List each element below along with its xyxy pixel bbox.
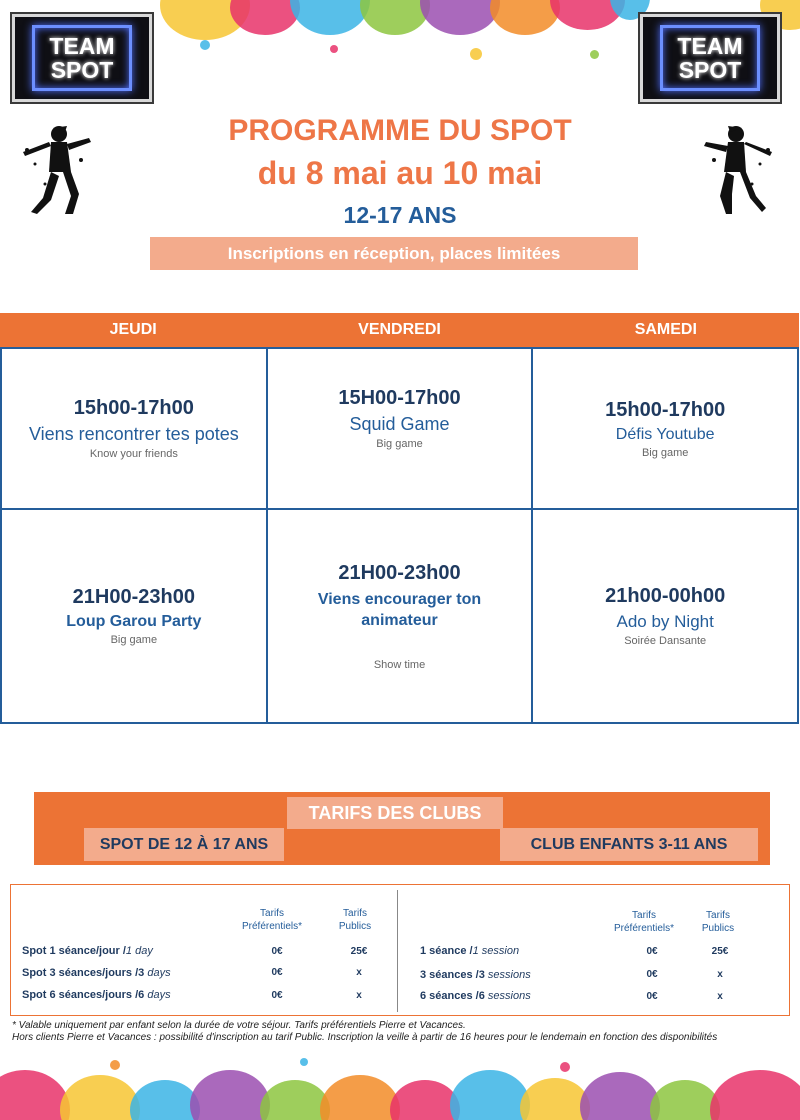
tarif-pref-value: 0€ — [271, 946, 283, 957]
logo-text-team: TEAM — [49, 33, 115, 59]
col-header-public-spot: Tarifs Publics — [338, 908, 372, 932]
evening-row — [2, 508, 797, 722]
tarif-public-value: 25€ — [711, 946, 729, 957]
age-range: 12-17 ANS — [343, 202, 457, 228]
tarif-pref-value: 0€ — [646, 991, 658, 1002]
team-spot-logo-right — [640, 14, 780, 102]
tarif-label: Spot 1 séance/jour / — [22, 945, 126, 957]
activity-time: 15h00-17h00 — [605, 398, 726, 421]
footnote — [12, 1020, 797, 1044]
logo-text-spot: SPOT — [50, 57, 114, 83]
club-tarif-row — [420, 969, 531, 981]
activity-subtitle: Big game — [110, 634, 158, 646]
team-spot-logo-left — [12, 14, 152, 102]
club-tarif-row — [420, 990, 531, 1002]
spot-tarif-tab: SPOT DE 12 À 17 ANS — [84, 828, 284, 861]
activity-subtitle: Big game — [376, 438, 423, 450]
tarif-public-value: x — [356, 990, 362, 1001]
activity-name: Squid Game — [349, 414, 450, 434]
tarif-label: Spot 6 séances/jours /6 — [22, 989, 148, 1001]
club-tarif-row — [420, 945, 519, 957]
tarif-label-italic: 1 day — [125, 945, 153, 957]
schedule-table — [0, 313, 799, 724]
tarif-pref-value: 0€ — [646, 969, 658, 980]
logo-text-team: TEAM — [677, 33, 743, 59]
activity-subtitle: Soirée Dansante — [624, 635, 707, 647]
club-enfants-tarif-tab: CLUB ENFANTS 3-11 ANS — [500, 828, 758, 861]
tarif-public-value: x — [717, 991, 723, 1002]
tarif-label: 1 séance / — [420, 945, 473, 957]
activity-time: 21h00-00h00 — [605, 585, 726, 607]
footnote-line-2: Hors clients Pierre et Vacances : possibilité d'inscription au tarif Public. Inscription la veille à partir de 16 heures pour le lendemain en fonction des disponibilités — [12, 1032, 718, 1043]
page-title: PROGRAMME DU SPOT — [228, 114, 572, 147]
tarif-label-italic: sessions — [487, 969, 531, 981]
schedule-cell — [533, 508, 797, 722]
registration-banner: Inscriptions en réception, places limitées — [150, 237, 638, 270]
schedule-cell — [2, 508, 268, 722]
activity-time: 21H00-23h00 — [72, 586, 195, 608]
logo-text-spot: SPOT — [678, 57, 742, 83]
footnote-line-1: * Valable uniquement par enfant selon la durée de votre séjour. Tarifs préférentiels Pierre et Vacances. — [12, 1020, 466, 1031]
day-header-thursday: JEUDI — [109, 321, 157, 338]
tarif-pref-value: 0€ — [646, 946, 658, 957]
tarif-label: 6 séances /6 — [420, 990, 488, 1002]
tarif-label-italic: days — [147, 967, 171, 979]
spot-tarif-row — [22, 967, 171, 979]
activity-name: Viens rencontrer tes potes — [28, 424, 239, 444]
activity-subtitle: Show time — [373, 658, 426, 671]
col-header-pref-club: Tarifs Préférentiels* — [613, 910, 675, 934]
activity-name: Loup Garou Party — [66, 613, 202, 630]
tarif-label: Spot 3 séances/jours /3 — [22, 967, 148, 979]
schedule-header-row — [0, 313, 799, 347]
col-header-public-club: Tarifs Publics — [701, 910, 735, 934]
schedule-cell — [2, 347, 268, 508]
activity-time: 15H00-17h00 — [338, 387, 461, 409]
activity-name: Viens encourager ton animateur — [317, 590, 482, 629]
tarif-pref-value: 0€ — [271, 990, 283, 1001]
col-header-pref-spot: Tarifs Préférentiels* — [241, 908, 303, 932]
activity-name: Ado by Night — [616, 612, 714, 631]
tarifs-title: TARIFS DES CLUBS — [287, 797, 503, 829]
tarif-label-italic: 1 session — [472, 945, 520, 957]
tarif-pref-value: 0€ — [271, 967, 283, 978]
day-header-friday: VENDREDI — [358, 321, 441, 338]
tarif-label: 3 séances /3 — [420, 969, 488, 981]
schedule-cell — [268, 508, 534, 722]
activity-subtitle: Know your friends — [89, 448, 178, 460]
date-range: du 8 mai au 10 mai — [257, 155, 543, 191]
day-header-saturday: SAMEDI — [634, 321, 697, 338]
tarifs-divider — [397, 890, 398, 1012]
tarif-public-value: x — [717, 969, 723, 980]
schedule-cell — [533, 347, 797, 508]
activity-time: 15h00-17h00 — [73, 397, 194, 419]
activity-subtitle: Big game — [641, 446, 689, 459]
tarif-public-value: 25€ — [350, 946, 368, 957]
spot-tarif-row — [22, 945, 153, 957]
schedule-cell — [268, 347, 534, 508]
activity-time: 21H00-23h00 — [338, 561, 461, 584]
paint-splash-bottom — [0, 1050, 800, 1120]
tarif-label-italic: days — [147, 989, 171, 1001]
spot-tarif-row — [22, 989, 171, 1001]
activity-name: Défis Youtube — [615, 425, 715, 443]
afternoon-row — [2, 347, 797, 508]
tarif-public-value: x — [356, 967, 362, 978]
tarif-label-italic: sessions — [487, 990, 531, 1002]
